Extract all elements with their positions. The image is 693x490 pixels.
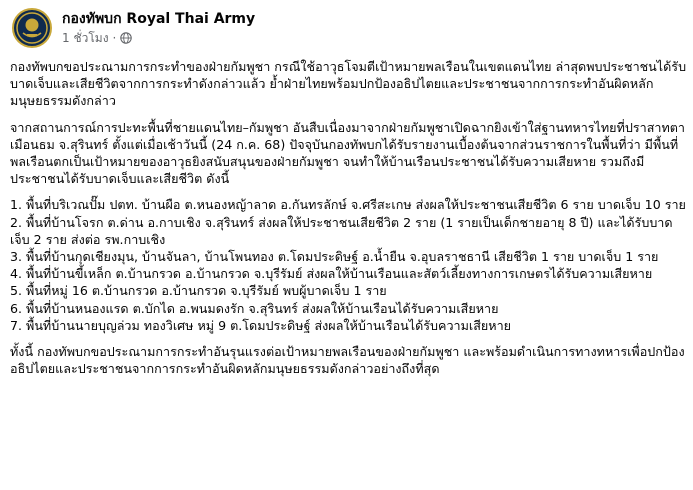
post-header [12,8,255,48]
post-closing: ทั้งนี้ กองทัพบกขอประณามการกระทำอันรุนแรงต่อเป้าหมายพลเรือนของฝ่ายกัมพูชา และพร้อมดำเนินการทางทหารเพื่อปกป้องอธิปไตยและประชาชนจากการกระทำอันผิดหลักมนุษยธรรมดังกล่าวอย่างถึงที่สุด [10,344,685,377]
separator-dot: · [112,31,117,45]
page-name-link[interactable]: กองทัพบก Royal Thai Army [62,11,256,27]
list-item: 2. พื้นที่บ้านโจรก ต.ด่าน อ.กาบเชิง จ.สุรินทร์ ส่งผลให้ประชาชนเสียชีวิต 2 ราย (1 รายเป็นเด็กชายอายุ 8 ปี) และได้รับบาดเจ็บ 2 ราย ส่งต่อ รพ.กาบเชิง [10,214,673,247]
list-item: 5. พื้นที่หมู่ 16 ต.บ้านกรวด อ.บ้านกรวด จ.บุรีรัมย์ พบผู้บาดเจ็บ 1 ราย [10,283,387,299]
post-situation: จากสถานการณ์การปะทะพื้นที่ชายแดนไทย–กัมพูชา อันสืบเนื่องมาจากฝ่ายกัมพูชาเปิดฉากยิงเข้าใส่ฐานทหารไทยที่ปราสาทตาเมือนธม จ.สุรินทร์ ตั้งแต่เมื่อเช้าวันนี้ (24 ก.ค. 68) ปัจจุบันกองทัพบกได้รับรายงานเบื้องต้นจากส่วนราชการในพื้นที่ว่า มีพื้นที่พลเรือนตกเป็นเป้าหมายของอาวุธยิงสนับสนุนของฝ่ายกัมพูชา จนทำให้บ้านเรือนประชาชนได้รับความเสียหาย รวมถึงมีประชาชนได้รับบาดเจ็บและเสียชีวิต ดังนี้ [10,119,686,187]
globe-icon[interactable] [120,32,132,44]
post-timestamp[interactable]: 1 ชั่วโมง [62,31,109,45]
post-intro: กองทัพบกขอประณามการกระทำของฝ่ายกัมพูชา กรณีใช้อาวุธโจมตีเป้าหมายพลเรือนในเขตแดนไทย ล่าสุดพบประชาชนได้รับบาดเจ็บและเสียชีวิตจากการกระทำดังกล่าวแล้ว ย้ำฝ่ายไทยพร้อมปกป้องอธิปไตยและประชาชนจากการกระทำอันผิดหลักมนุษยธรรมดังกล่าว [10,59,687,109]
incident-list [10,196,688,334]
post-body [10,58,688,386]
list-item: 3. พื้นที่บ้านกุดเชียงมุน, บ้านจันลา, บ้านโพนทอง ต.โดมประดิษฐ์ อ.น้ำยืน จ.อุบลราชธานี เสียชีวิต 1 ราย บาดเจ็บ 1 ราย [10,249,659,265]
army-emblem-icon [15,11,49,45]
list-item: 7. พื้นที่บ้านนายบุญล่วม ทองวิเศษ หมู่ 9 ต.โดมประดิษฐ์ ส่งผลให้บ้านเรือนได้รับความเสียหาย [10,317,512,333]
list-item: 4. พื้นที่บ้านขี้เหล็ก ต.บ้านกรวด อ.บ้านกรวด จ.บุรีรัมย์ ส่งผลให้บ้านเรือนและสัตว์เลี้ยงทางการเกษตรได้รับความเสียหาย [10,266,653,282]
page-avatar[interactable] [12,8,52,48]
list-item: 6. พื้นที่บ้านหนองแรด ต.บักได อ.พนมดงรัก จ.สุรินทร์ ส่งผลให้บ้านเรือนได้รับความเสียหาย [10,300,499,316]
list-item: 1. พื้นที่บริเวณปั๊ม ปตท. บ้านผือ ต.หนองหญ้าลาด อ.กันทรลักษ์ จ.ศรีสะเกษ ส่งผลให้ประชาชนเสียชีวิต 6 ราย บาดเจ็บ 10 ราย [10,197,686,213]
